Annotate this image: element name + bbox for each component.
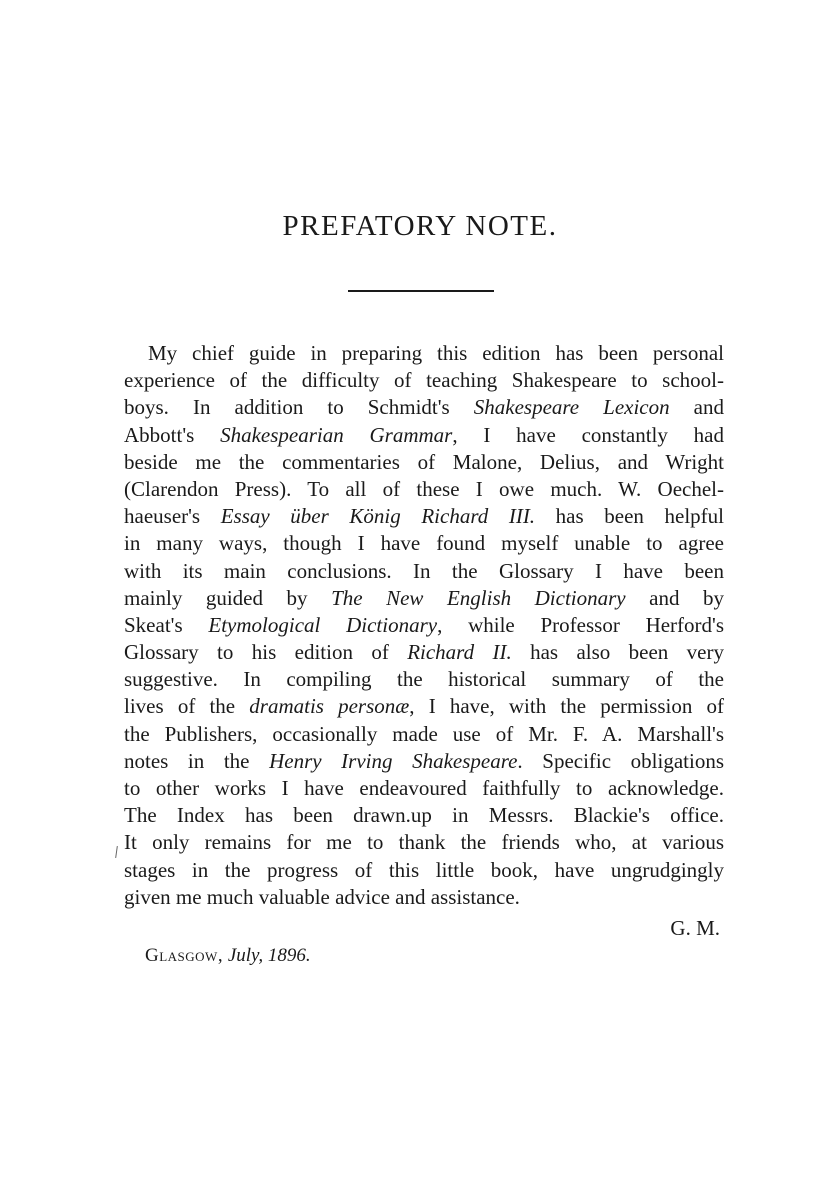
text-line: Abbott's Shakespearian Grammar, I have constantly had: [124, 422, 724, 447]
text-line: The Index has been drawn.up in Messrs. Blackie's office.: [124, 803, 724, 828]
book-title: Henry Irving Shakespeare: [269, 748, 518, 773]
book-title: Etymological Dictionary: [208, 612, 438, 637]
prefatory-note-body: [124, 340, 724, 911]
dateline-date: July, 1896.: [227, 945, 311, 966]
page-title: PREFATORY NOTE.: [282, 210, 558, 242]
margin-mark: [115, 846, 118, 858]
text-line: given me much valuable advice and assistance.: [124, 884, 520, 909]
dateline-place: Glasgow,: [145, 945, 224, 966]
text-line: boys. In addition to Schmidt's Shakespeare Lexicon and: [124, 395, 724, 420]
text-line: haeuser's Essay über König Richard III. has been helpful: [124, 504, 724, 529]
book-title: The New English Dictionary: [331, 585, 626, 610]
text-line: lives of the dramatis personæ, I have, with the permission of: [124, 694, 725, 719]
text-line: to other works I have endeavoured faithfully to acknowledge.: [124, 776, 724, 800]
text-line: (Clarendon Press). To all of these I owe much. W. Oechel-: [124, 476, 724, 501]
book-title: Richard II.: [407, 640, 512, 665]
text-line: suggestive. In compiling the historical summary of the: [124, 667, 724, 692]
text-line: the Publishers, occasionally made use of Mr. F. A. Marshall's: [124, 721, 724, 746]
book-title: Shakespearian Grammar: [220, 422, 453, 447]
dateline: [145, 945, 311, 967]
text-line: experience of the difficulty of teaching Shakespeare to school-: [124, 368, 724, 393]
text-line: in many ways, though I have found myself unable to agree: [124, 531, 724, 556]
book-title: Essay über König Richard III.: [220, 504, 536, 529]
text-line: notes in the Henry Irving Shakespeare. Specific obligations: [124, 748, 724, 773]
signature-initials: G. M.: [670, 916, 720, 940]
text-line: Skeat's Etymological Dictionary, while Professor Herford's: [124, 612, 724, 637]
text-line: mainly guided by The New English Dictionary and by: [124, 585, 724, 610]
text-line: stages in the progress of this little book, have ungrudgingly: [124, 857, 724, 882]
text-line: My chief guide in preparing this edition has been personal: [148, 341, 724, 365]
text-line: It only remains for me to thank the friends who, at various: [124, 830, 724, 855]
book-title: Shakespeare Lexicon: [473, 395, 670, 420]
italic-term: dramatis personæ: [249, 694, 410, 719]
text-line: beside me the commentaries of Malone, Delius, and Wright: [124, 449, 724, 474]
title-divider: [348, 290, 494, 292]
text-line: with its main conclusions. In the Glossary I have been: [124, 558, 724, 583]
text-line: Glossary to his edition of Richard II. has also been very: [124, 640, 724, 665]
